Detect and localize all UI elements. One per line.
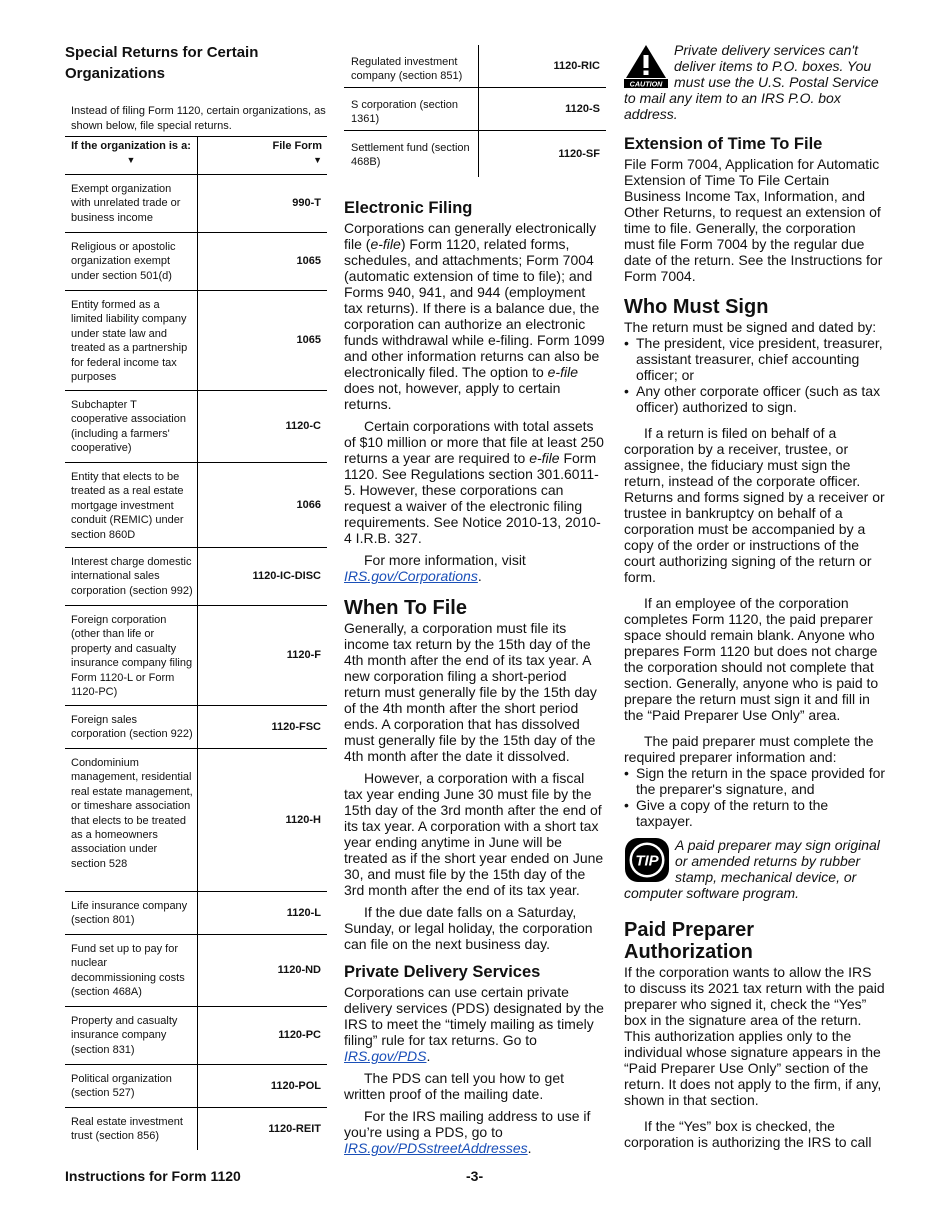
electronic-filing-p2: Certain corporations with total assets of $10 million or more that file at least 250 returns a year are required to e-file Form 1120. See Regulations section 301.6011-5. However, these corporations can request a waiver of the electronic filing requirements. See Notice 2010-13, 2010-4 I.R.B. 327. — [344, 418, 604, 546]
table-row: Foreign corporation (other than life or property and casualty insurance company filing Form 1120-L or Form 1120-PC) 1120-F — [65, 606, 327, 706]
who-must-sign-p4: The paid preparer must complete the required preparer information and: — [624, 733, 874, 765]
table-row: Real estate investment trust (section 856) 1120-REIT — [65, 1108, 327, 1150]
who-must-sign-p3: If an employee of the corporation completes Form 1120, the paid preparer space should remain blank. Anyone who prepares Form 1120 but does not charge the corporation should not complete that section. Generally, anyone who is paid to prepare the return must sign it and fill in the “Paid Preparer Use Only” area. — [624, 595, 879, 723]
table-row: S corporation (section 1361) 1120-S — [344, 87, 606, 130]
table-row: Interest charge domestic international sales corporation (section 992) 1120-IC-DISC — [65, 548, 327, 606]
irs-corporations-link[interactable]: IRS.gov/Corporations — [344, 568, 478, 584]
tip-note — [624, 837, 886, 901]
electronic-filing-p1: Corporations can generally electronically file (e-file) Form 1120, related forms, schedules, and attachments; Form 7004 (automatic extension of time to file); and Forms 940, 941, and 944 (employment tax returns). If there is a balance due, the corporation can authorize an electronic funds withdrawal while e-filing. Form 1099 and other information returns can also be electronically filed. The option to e-file does not, however, apply to certain returns. — [344, 220, 605, 412]
tip-text: A paid preparer may sign original or amended returns by rubber stamp, mechanical device, or computer software program. — [624, 837, 880, 901]
special-returns-intro: Instead of filing Form 1120, certain organizations, as shown below, file special returns. — [71, 105, 326, 132]
table-row: Foreign sales corporation (section 922) 1120-FSC — [65, 706, 327, 749]
who-must-sign-bullet-3: • Sign the return in the space provided for the preparer's signature, and — [624, 765, 886, 797]
private-delivery-p3: For the IRS mailing address to use if you’re using a PDS, go to IRS.gov/PDSstreetAddresses. — [344, 1108, 591, 1156]
electronic-filing-section — [344, 198, 606, 1156]
table-row: Entity formed as a limited liability company under state law and treated as a partnership for federal income tax purposes 1065 — [65, 291, 327, 391]
table-row: Condominium management, residential real estate management, or timeshare association that elects to be treated as a homeowners association under section 528 1120-H — [65, 749, 327, 892]
page-number: -3- — [466, 1168, 484, 1184]
who-must-sign-heading: Who Must Sign — [624, 296, 769, 318]
table-row: Fund set up to pay for nuclear decommissioning costs (section 468A) 1120-ND — [65, 935, 327, 1007]
special-returns-table-continued — [344, 45, 606, 177]
who-must-sign-p1: The return must be signed and dated by: — [624, 319, 877, 335]
tip-label: TIP — [635, 852, 659, 870]
caution-text: Private delivery services can't deliver items to P.O. boxes. You must use the U.S. Postal Service to mail any item to an IRS P.O. box address. — [624, 42, 879, 122]
table-row: Settlement fund (section 468B) 1120-SF — [344, 130, 606, 177]
right-column-flow — [624, 42, 886, 1150]
table-row: Entity that elects to be treated as a real estate mortgage investment conduit (REMIC) under section 860D 1066 — [65, 463, 327, 548]
paid-preparer-p1: If the corporation wants to allow the IRS to discuss its 2021 tax return with the paid preparer who signed it, check the “Yes” box in the signature area of the return. This authorization applies only to the individual whose signature appears in the “Paid Preparer Use Only” section of the return. It does not apply to the firm, if any, shown in that section. — [624, 964, 885, 1108]
table-row: Political organization (section 527) 1120-POL — [65, 1065, 327, 1108]
when-to-file-heading: When To File — [344, 597, 467, 619]
arrow-down-icon: ▼ — [126, 155, 136, 165]
extension-p1: File Form 7004, Application for Automatic Extension of Time To File Certain Business Income Tax, Information, and Other Returns, to request an extension of time to file. Generally, the corporation must file Form 7004 by the regular due date of the return. See the Instructions for Form 7004. — [624, 156, 883, 284]
private-delivery-heading: Private Delivery Services — [344, 963, 541, 981]
electronic-filing-heading: Electronic Filing — [344, 199, 473, 217]
caution-label: CAUTION — [629, 79, 663, 88]
when-to-file-p3: If the due date falls on a Saturday, Sunday, or legal holiday, the corporation can file on the next business day. — [344, 904, 593, 952]
paid-preparer-p2: If the “Yes” box is checked, the corporation is authorizing the IRS to call — [624, 1118, 872, 1150]
tip-icon — [624, 837, 670, 883]
electronic-filing-p3: For more information, visit IRS.gov/Corporations. — [344, 552, 526, 584]
private-delivery-p1: Corporations can use certain private delivery services (PDS) designated by the IRS to meet the “timely mailing as timely filing” rule for tax returns. Go to IRS.gov/PDS. — [344, 984, 604, 1064]
special-returns-title: Special Returns for Certain Organizations — [65, 44, 259, 82]
paid-preparer-heading: Paid Preparer Authorization — [624, 919, 755, 963]
special-returns-table — [65, 136, 327, 1150]
who-must-sign-bullet-4: • Give a copy of the return to the taxpayer. — [624, 797, 886, 829]
caution-icon — [624, 44, 668, 88]
who-must-sign-bullet-1: • The president, vice president, treasurer, assistant treasurer, chief accounting officer; or — [624, 335, 886, 383]
who-must-sign-bullet-2: • Any other corporate officer (such as tax officer) authorized to sign. — [624, 383, 886, 415]
table-row: Life insurance company (section 801) 1120-L — [65, 892, 327, 935]
table-row: Exempt organization with unrelated trade or business income 990-T — [65, 175, 327, 233]
when-to-file-p2: However, a corporation with a fiscal tax year ending June 30 must file by the 15th day of the 3rd month after the end of its tax year. A corporation with a short tax year ending anytime in June will be treated as if the short year ended on June 30, and must file by the 15th day of the 3rd month after the end of its tax year. — [344, 770, 604, 898]
private-delivery-p2: The PDS can tell you how to get written proof of the mailing date. — [344, 1070, 564, 1102]
table-row: Subchapter T cooperative association (including a farmers' cooperative) 1120-C — [65, 391, 327, 463]
col-form-header: File Form ▼ — [198, 137, 327, 174]
irs-pds-link[interactable]: IRS.gov/PDS — [344, 1048, 427, 1064]
when-to-file-p1: Generally, a corporation must file its income tax return by the 15th day of the 4th month after the end of its tax year. A new corporation filing a short-period return must generally file by the 15th day of the 4th month after the short period ends. A corporation that has dissolved must generally file by the 15th day of the 4th month after the date it dissolved. — [344, 620, 597, 764]
col-org-header: If the organization is a: ▼ — [65, 137, 198, 174]
who-must-sign-p2: If a return is filed on behalf of a corporation by a receiver, trustee, or assignee, the fiduciary must sign the return, instead of the corporate officer. Returns and forms signed by a receiver or trustee in bankruptcy on behalf of a corporation must be accompanied by a copy of the order or instructions of the court authorizing signing of the return or form. — [624, 425, 885, 585]
table-row: Regulated investment company (section 851) 1120-RIC — [344, 45, 606, 87]
table-row: Religious or apostolic organization exempt under section 501(d) 1065 — [65, 233, 327, 291]
extension-heading: Extension of Time To File — [624, 135, 823, 153]
caution-note — [624, 42, 886, 122]
footer-title: Instructions for Form 1120 — [65, 1168, 241, 1184]
table-row: Property and casualty insurance company (section 831) 1120-PC — [65, 1007, 327, 1065]
arrow-down-icon: ▼ — [313, 155, 322, 165]
irs-pds-street-addresses-link[interactable]: IRS.gov/PDSstreetAddresses — [344, 1140, 528, 1156]
table-header — [65, 137, 327, 175]
